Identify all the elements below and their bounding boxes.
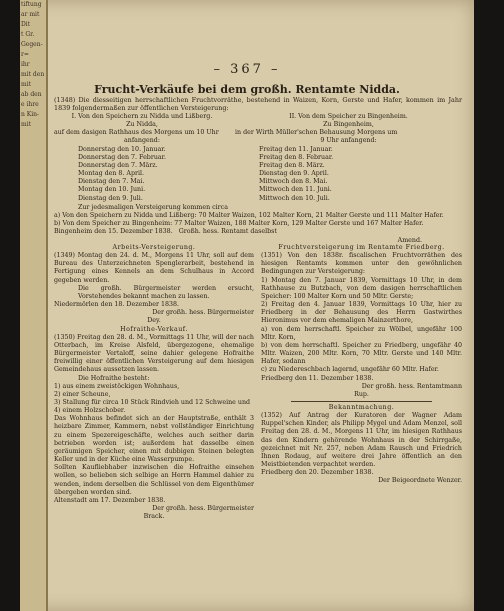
list-item: b) von dem herrschaftl. Speicher zu Friedberg, ungefähr 40 Mltr. Waizen, 200 Mltr. Korn, 70 Mltr. Gerste und 140 Mltr. Hafer, sodann: [261, 341, 462, 366]
quantities-bingenheim: b) Von dem Speicher zu Bingenheim: 77 Malter Waizen, 188 Malter Korn, 129 Malter Gerste und 167 Malter Hafer.: [54, 220, 424, 228]
notice-1350: (1350) Freitag den 28. d. M., Vormittags 11 Uhr, will der nach Otterbach, im Kreise Alsfeld, übergezogene, ehemalige Bürgermeister Vertaloff, seine dahier gelegene Hofraithe freiwillig einer öffentlichen Versteigerung auf dem hiesigen Gemeindehaus aussetzen lassen.: [54, 333, 254, 374]
notice-date: Niedermörlen den 18. Dezember 1838.: [54, 301, 180, 309]
signature-line: [54, 228, 462, 236]
spine-fragment: mit den: [21, 71, 45, 78]
notice-text: Die großh. Bürgermeister werden ersucht, Vorstehendes bekannt machen zu lassen.: [78, 284, 254, 300]
section-place: Zu Nidda,: [126, 121, 158, 129]
spine-fragment: tiftung: [21, 1, 42, 8]
auction-date: Montag den 10. Juni.: [78, 186, 146, 194]
spine-fragment: ihr: [21, 61, 30, 68]
signature-office: Großh. hess. Rentamt daselbst: [178, 228, 277, 236]
list-item: c) zu Niedereschbach lagernd, ungefähr 60 Mltr. Hafer.: [261, 366, 439, 374]
signature-name: Brack.: [143, 513, 165, 521]
auction-date: Mittwoch den 10. Juli.: [259, 194, 330, 202]
notice-1349: (1349) Montag den 24. d. M., Morgens 11 Uhr, soll auf dem Bureau des Unterzeichneten Spenglerarbeit, bestehend in Fertigung eines Kennels an dem Schulhaus in Accord gegeben werden.: [54, 252, 254, 284]
notice-heading: Fruchtversteigerung im Rentamte Friedberg.: [278, 244, 445, 251]
list-item: 1) Montag den 7. Januar 1839, Vormittags 10 Uhr, in dem Rathhause zu Butzbach, von dem dasigen herrschaftlichen Speicher: 100 Malter Korn und 50 Mltr. Gerste;: [261, 276, 462, 300]
auction-date: Donnerstag den 10. Januar.: [78, 145, 166, 153]
list-item: 2) Freitag den 4. Januar 1839, Vormittags 10 Uhr, hier zu Friedberg in der Behausung des Herrn Gastwirthes Hieronimus vor dem ehemaligen Mainzerthore,: [261, 301, 462, 325]
spine-fragment: ab den: [21, 91, 42, 98]
signature-office: Der Beigeordnete Wenzer.: [378, 477, 462, 485]
notice-1352: (1352) Auf Antrag der Kuratoren der Wagner Adam Ruppel'schen Kinder, als Philipp Mygel und Adam Menzel, soll Freitag den 28. d. M., Morgens 11 Uhr, im hiesigen Rathhaus das den Kindern gehörende Wohnhaus in der Schirrgaße, gezeichnet mit Nr. 257, neben Adam Rausch und Friedrich Ihnen Rodaug, auf weitere drei Jahre öffentlich an den Meistbietenden verpachtet werden.: [261, 412, 462, 469]
notice-heading: Hofraithe-Verkauf.: [120, 325, 188, 333]
left-column: [54, 244, 254, 521]
right-column: [261, 244, 462, 486]
quantities-intro: Zur jedesmaligen Versteigerung kommen circa: [78, 204, 228, 211]
auction-date: Montag den 8. April.: [78, 170, 145, 178]
signature-place-date: Bingenheim den 15. Dezember 1838.: [54, 228, 173, 236]
spine-fragment: mit: [21, 81, 32, 88]
spine-fragment: Dit: [21, 21, 31, 28]
auction-date: Freitag den 11. Januar.: [259, 145, 333, 153]
notice-heading: Bekanntmachung.: [328, 403, 395, 411]
divider: [291, 401, 432, 402]
notice-1351: (1351) Von den 1838r. fiscalischen Fruchtvorräthen des hiesigen Rentamts kommen unter den gewöhnlichen Bedingungen zur Versteigerung:: [261, 252, 462, 276]
section-start: 9 Uhr anfangend:: [320, 137, 377, 145]
spine-fragment: Gegen-: [21, 41, 43, 48]
list-item: 1) aus einem zweistöckigen Wohnhaus,: [54, 382, 180, 390]
notice-1348-quantities: [54, 204, 462, 245]
signature-office: Der großh. hess. Bürgermeister: [152, 309, 254, 317]
section-nidda: [54, 113, 230, 203]
auction-date: Dienstag den 9. April.: [259, 170, 329, 178]
quantities-nidda: a) Von den Speichern zu Nidda und Lißberg: 70 Malter Waizen, 102 Malter Korn, 21 Malter Gerste und 111 Malter Hafer.: [54, 212, 444, 220]
auction-date: Dienstag den 7. Mai.: [78, 178, 145, 186]
spine-fragment: r=: [21, 51, 29, 58]
signature-name: Dey.: [147, 317, 161, 325]
spine-fragment: t Gr.: [21, 31, 35, 38]
spine-fragment: e ihre: [21, 101, 39, 108]
document-page: [20, 0, 474, 611]
list-item: a) von dem herrschaftl. Speicher zu Wölbel, ungefähr 100 Mltr. Korn,: [261, 325, 462, 341]
section-bingenheim: [235, 113, 462, 203]
section-heading: I. Von den Speichern zu Nidda und Lißberg.: [71, 113, 213, 120]
notice-date: Altenstadt am 17. Dezember 1838.: [54, 496, 166, 504]
section-location: in der Wirth Müller'schen Behausung Morgens um: [235, 129, 398, 137]
notice-text: Sollten Kaufliebhaber inzwischen die Hofraithe einsehen wollen, so belieben sich selbige an Herrn Hammel dahier zu wenden, indem derselben die Schlüssel von dem Eigenthümer übergeben worden sind.: [54, 464, 254, 496]
page-number: – 367 –: [213, 62, 281, 77]
notice-text: Das Wohnhaus befindet sich an der Hauptstraße, enthält 3 heizbare Zimmer, Kammern, nebst vollständiger Einrichtung zu einem Spezereigeschäfte, welches auch seither darin betrieben worden ist; außerdem hat dasselbe einen geräumigen Speicher, einen mit dubbigen Steinen belegten Keller und in der Küche eine Wasserpumpe.: [54, 415, 254, 464]
auction-date: Mittwoch den 8. Mai.: [259, 178, 328, 186]
notice-1348-intro: (1348) Die diesseitigen herrschaftlichen Fruchtvorräthe, bestehend in Waizen, Korn, Gerste und Hafer, kommen im Jahr 1839 folgendermaßen zur öffentlichen Versteigerung:: [54, 96, 462, 113]
auction-date: Donnerstag den 7. Februar.: [78, 153, 166, 161]
signature-office: Der großh. hess. Rentamtmann: [361, 382, 462, 390]
auction-date: Freitag den 8. März.: [259, 161, 325, 169]
section-start: anfangend:: [124, 137, 160, 145]
list-item: 2) einer Scheune,: [54, 390, 111, 398]
spine-fragment: ar mit: [21, 11, 40, 18]
list-item: 3) Stallung für circa 10 Stück Rindvieh und 12 Schweine und: [54, 398, 251, 406]
signature-name: Amend.: [397, 236, 422, 244]
section-heading: II. Von dem Speicher zu Bingenheim.: [289, 113, 408, 120]
page-title: Frucht-Verkäufe bei dem großh. Rentamte Nidda.: [94, 83, 400, 96]
auction-date: Donnerstag den 7. März.: [78, 161, 158, 169]
auction-date: Mittwoch den 11. Juni.: [259, 186, 332, 194]
notice-date: Friedberg den 20. Dezember 1838.: [261, 469, 374, 477]
auction-date: Freitag den 8. Februar.: [259, 153, 334, 161]
signature-name: Rup.: [354, 390, 369, 398]
section-place: Zu Bingenheim,: [323, 121, 374, 129]
notice-text: Die Hofraithe besteht:: [78, 374, 150, 382]
signature-office: Der großh. hess. Bürgermeister: [152, 505, 254, 512]
notice-date: Friedberg den 11. Dezember 1838.: [261, 374, 374, 382]
spine-fragment: mit: [21, 121, 32, 128]
section-location: auf dem dasigen Rathhaus des Morgens um 10 Uhr: [54, 129, 219, 137]
list-item: 4) einem Holzschober.: [54, 407, 126, 415]
auction-date: Dienstag den 9. Juli.: [78, 194, 143, 202]
spine-fragment: n Kin-: [21, 111, 40, 118]
notice-heading: Arbeits-Versteigerung.: [112, 244, 196, 251]
